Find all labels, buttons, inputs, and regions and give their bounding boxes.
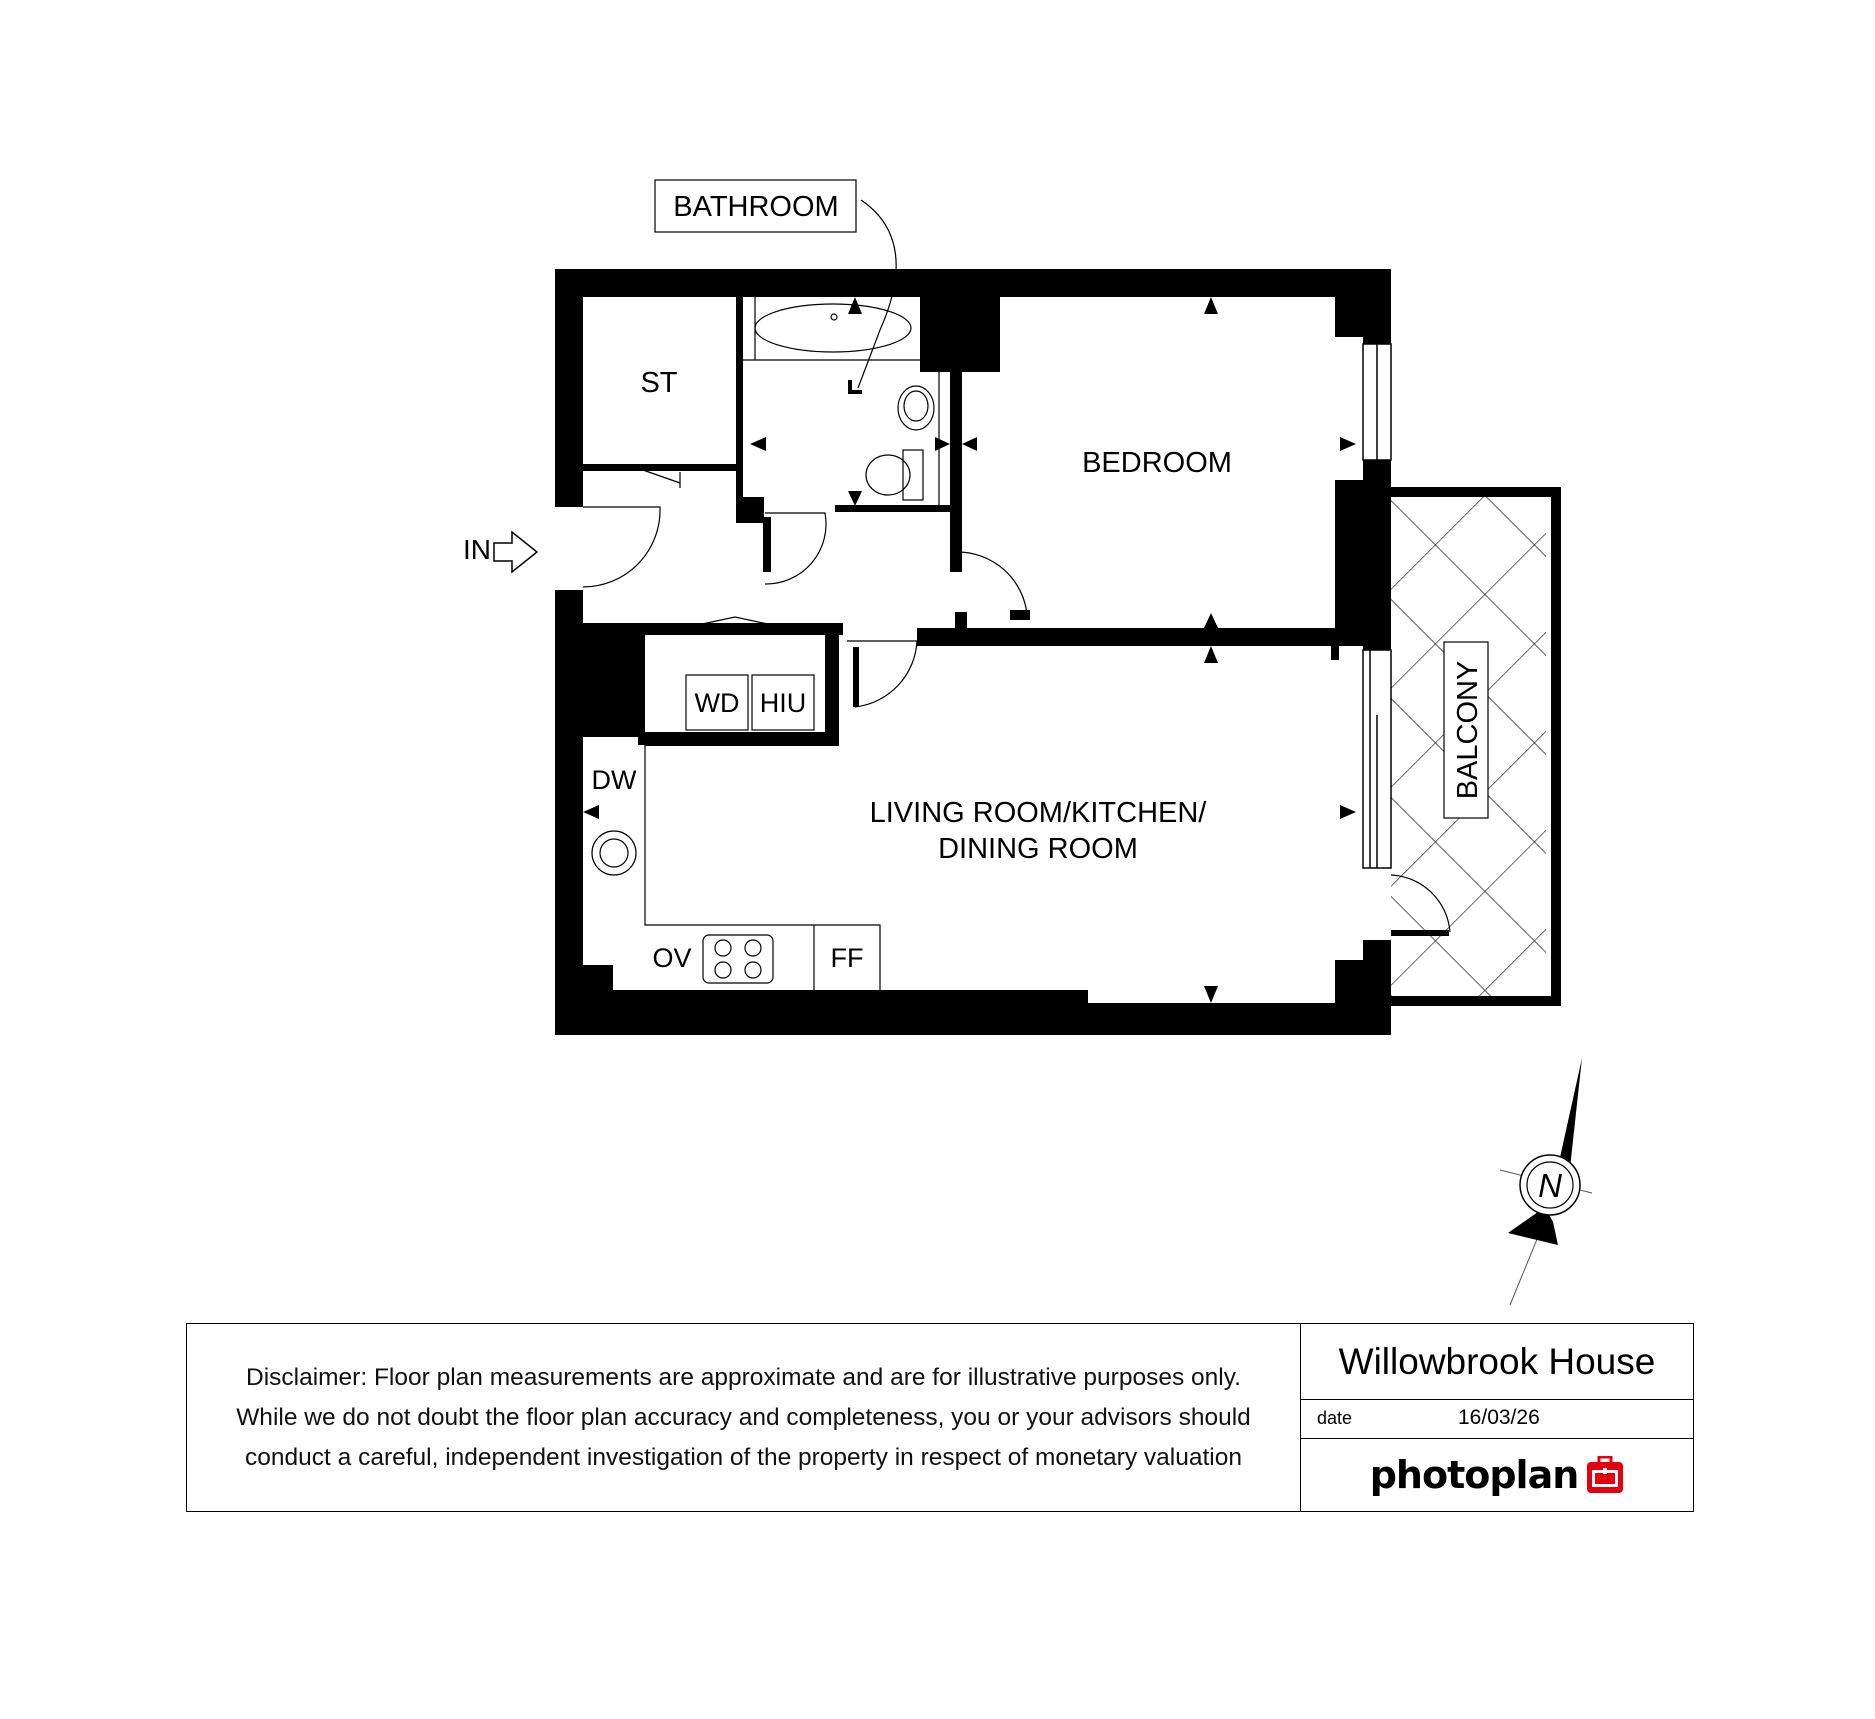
brand-name: photoplan — [1369, 1453, 1579, 1497]
balcony-label — [1444, 642, 1488, 818]
date-value: 16/03/26 — [1458, 1406, 1540, 1429]
brand-logo — [1301, 1439, 1693, 1511]
fridge-freezer-label: FF — [830, 943, 864, 973]
interior-walls — [583, 297, 1363, 1003]
north-compass — [1500, 1058, 1592, 1305]
disclaimer-line-3: conduct a careful, independent investigation of the property in respect of monetary valuation — [245, 1443, 1242, 1471]
bedroom-label: BEDROOM — [1082, 447, 1232, 479]
disclaimer — [187, 1324, 1301, 1511]
bathroom-fixtures — [743, 297, 939, 505]
dimension-arrows — [583, 297, 1356, 1003]
exterior-walls — [555, 269, 1391, 1035]
date-row — [1301, 1400, 1693, 1439]
storage-label: ST — [640, 367, 678, 399]
disclaimer-line-1: Disclaimer: Floor plan measurements are approximate and are for illustrative purposes only. — [246, 1363, 1241, 1391]
entrance-label: IN — [463, 534, 491, 565]
date-label: date — [1317, 1408, 1353, 1428]
title-block — [186, 1323, 1694, 1512]
briefcase-icon — [1586, 1456, 1624, 1494]
dishwasher-label: DW — [591, 765, 637, 795]
living-room-label-line2: DINING ROOM — [938, 833, 1138, 865]
project-name: Willowbrook House — [1301, 1324, 1693, 1400]
disclaimer-line-2: While we do not doubt the floor plan accuracy and completeness, you or your advisors should — [236, 1403, 1251, 1431]
washer-dryer-label: WD — [694, 688, 740, 718]
oven-label: OV — [652, 943, 692, 973]
compass-north-label: N — [1538, 1167, 1562, 1204]
living-room-label-line1: LIVING ROOM/KITCHEN/ — [869, 797, 1207, 829]
hiu-label: HIU — [759, 688, 807, 718]
balcony-label-text: BALCONY — [1452, 660, 1484, 800]
entrance-arrow-icon — [494, 532, 537, 572]
title-info — [1301, 1324, 1693, 1511]
bathroom-label: BATHROOM — [673, 191, 839, 223]
